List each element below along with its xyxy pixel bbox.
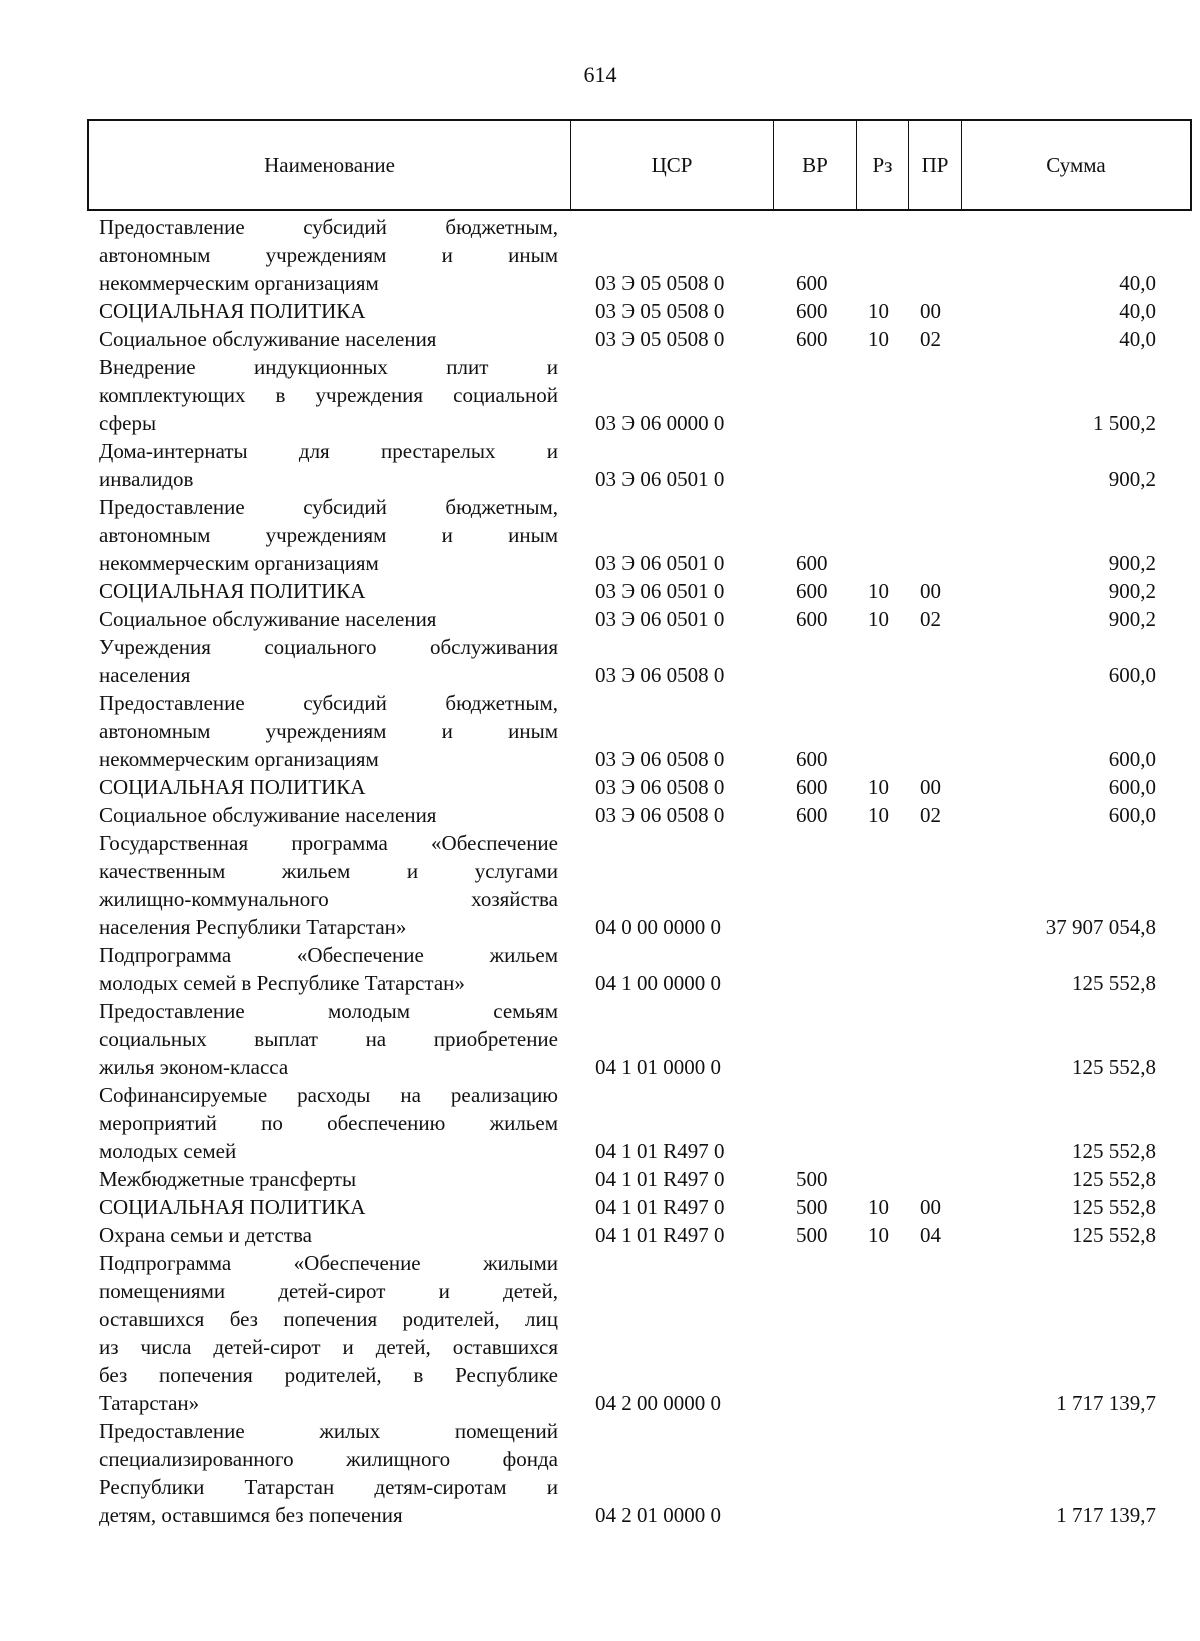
row-csr: 04 1 01 R497 0 (595, 1139, 725, 1163)
row-name (99, 1193, 558, 1221)
row-name (99, 1249, 558, 1417)
row-rz: 10 (868, 299, 889, 323)
row-csr: 04 1 01 R497 0 (595, 1195, 725, 1219)
row-csr: 03 Э 06 0501 0 (595, 551, 725, 575)
row-vr: 600 (796, 775, 828, 799)
row-name (99, 213, 558, 297)
row-name-line: комплектующих в учреждения социальной (99, 383, 558, 407)
row-name-line: жилищно-коммунального хозяйства (99, 887, 558, 911)
row-name-line: Охрана семьи и детства (99, 1223, 312, 1247)
row-csr: 04 1 01 0000 0 (595, 1055, 721, 1079)
row-sum: 125 552,8 (1072, 1167, 1156, 1191)
row-name-line: некоммерческим организациям (99, 551, 379, 575)
header-sum: Сумма (961, 121, 1190, 209)
table-row (0, 1081, 1200, 1165)
row-pr: 04 (920, 1223, 941, 1247)
row-vr: 600 (796, 803, 828, 827)
row-vr: 600 (796, 607, 828, 631)
row-name (99, 437, 558, 493)
row-csr: 03 Э 05 0508 0 (595, 327, 725, 351)
table-row (0, 1165, 1200, 1193)
row-name-line: специализированного жилищного фонда (99, 1447, 558, 1471)
row-name-line: населения (99, 663, 191, 687)
row-csr: 03 Э 06 0508 0 (595, 803, 725, 827)
row-csr: 04 2 00 0000 0 (595, 1391, 721, 1415)
row-name-line: Межбюджетные трансферты (99, 1167, 357, 1191)
row-csr: 03 Э 06 0508 0 (595, 663, 725, 687)
row-name-line: Предоставление молодым семьям (99, 999, 558, 1023)
table-row (0, 353, 1200, 437)
table-header (87, 119, 1192, 211)
row-name (99, 1165, 558, 1193)
row-name (99, 801, 558, 829)
row-name-line: населения Республики Татарстан» (99, 915, 407, 939)
row-csr: 04 1 01 R497 0 (595, 1223, 725, 1247)
row-name-line: Республики Татарстан детям-сиротам и (99, 1475, 558, 1499)
row-csr: 03 Э 06 0501 0 (595, 467, 725, 491)
row-pr: 02 (920, 607, 941, 631)
row-csr: 03 Э 06 0501 0 (595, 607, 725, 631)
row-rz: 10 (868, 1223, 889, 1247)
row-name-line: Предоставление субсидий бюджетным, (99, 215, 558, 239)
row-name-line: инвалидов (99, 467, 194, 491)
row-csr: 04 2 01 0000 0 (595, 1503, 721, 1527)
table-row (0, 633, 1200, 689)
row-vr: 600 (796, 579, 828, 603)
row-sum: 900,2 (1108, 579, 1156, 603)
row-name (99, 1417, 558, 1529)
row-name-line: жилья эконом-класса (99, 1055, 289, 1079)
row-pr: 02 (920, 803, 941, 827)
row-name (99, 941, 558, 997)
row-name-line: Социальное обслуживание населения (99, 803, 437, 827)
row-rz: 10 (868, 607, 889, 631)
row-name (99, 577, 558, 605)
row-name-line: молодых семей (99, 1139, 237, 1163)
row-name-line: Социальное обслуживание населения (99, 607, 437, 631)
row-rz: 10 (868, 1195, 889, 1219)
row-name (99, 1081, 558, 1165)
row-sum: 900,2 (1108, 551, 1156, 575)
row-name (99, 493, 558, 577)
row-vr: 500 (796, 1223, 828, 1247)
row-sum: 40,0 (1119, 271, 1156, 295)
row-name (99, 353, 558, 437)
row-name (99, 297, 558, 325)
table-row (0, 773, 1200, 801)
row-csr: 04 1 01 R497 0 (595, 1167, 725, 1191)
row-vr: 600 (796, 327, 828, 351)
row-name-line: СОЦИАЛЬНАЯ ПОЛИТИКА (99, 775, 366, 799)
row-pr: 00 (920, 1195, 941, 1219)
row-vr: 600 (796, 551, 828, 575)
row-name-line: Предоставление жилых помещений (99, 1419, 558, 1443)
row-sum: 600,0 (1108, 775, 1156, 799)
row-name-line: СОЦИАЛЬНАЯ ПОЛИТИКА (99, 579, 366, 603)
row-name (99, 325, 558, 353)
row-name-line: Подпрограмма «Обеспечение жильем (99, 943, 558, 967)
row-name-line: детям, оставшимся без попечения (99, 1503, 403, 1527)
row-csr: 03 Э 06 0508 0 (595, 775, 725, 799)
row-name-line: Татарстан» (99, 1391, 200, 1415)
row-name-line: Внедрение индукционных плит и (99, 355, 558, 379)
row-name-line: СОЦИАЛЬНАЯ ПОЛИТИКА (99, 299, 366, 323)
header-rz: Рз (856, 121, 908, 209)
row-vr: 600 (796, 271, 828, 295)
row-sum: 125 552,8 (1072, 1195, 1156, 1219)
table-row (0, 689, 1200, 773)
row-name-line: Подпрограмма «Обеспечение жилыми (99, 1251, 558, 1275)
table-row (0, 577, 1200, 605)
row-name-line: Учреждения социального обслуживания (99, 635, 558, 659)
row-name (99, 773, 558, 801)
table-row (0, 1193, 1200, 1221)
row-name-line: молодых семей в Республике Татарстан» (99, 971, 465, 995)
row-csr: 04 0 00 0000 0 (595, 915, 721, 939)
table-row (0, 493, 1200, 577)
table-row (0, 941, 1200, 997)
row-sum: 600,0 (1108, 803, 1156, 827)
row-pr: 00 (920, 775, 941, 799)
row-csr: 03 Э 06 0508 0 (595, 747, 725, 771)
row-pr: 00 (920, 299, 941, 323)
row-name-line: Дома-интернаты для престарелых и (99, 439, 558, 463)
row-rz: 10 (868, 327, 889, 351)
header-vr: ВР (773, 121, 856, 209)
table-row (0, 1417, 1200, 1529)
row-name-line: мероприятий по обеспечению жильем (99, 1111, 558, 1135)
row-name-line: Предоставление субсидий бюджетным, (99, 495, 558, 519)
row-sum: 40,0 (1119, 327, 1156, 351)
row-csr: 03 Э 05 0508 0 (595, 271, 725, 295)
row-name-line: автономным учреждениям и иным (99, 719, 558, 743)
row-sum: 600,0 (1108, 663, 1156, 687)
row-name-line: из числа детей-сирот и детей, оставшихся (99, 1335, 558, 1359)
row-name-line: оставшихся без попечения родителей, лиц (99, 1307, 558, 1331)
table-row (0, 297, 1200, 325)
row-name-line: СОЦИАЛЬНАЯ ПОЛИТИКА (99, 1195, 366, 1219)
table-row (0, 325, 1200, 353)
row-name-line: помещениями детей-сирот и детей, (99, 1279, 558, 1303)
row-name (99, 829, 558, 941)
row-sum: 1 717 139,7 (1056, 1391, 1156, 1415)
row-sum: 125 552,8 (1072, 1139, 1156, 1163)
row-csr: 03 Э 05 0508 0 (595, 299, 725, 323)
header-pr: ПР (908, 121, 961, 209)
row-name-line: социальных выплат на приобретение (99, 1027, 558, 1051)
row-name (99, 997, 558, 1081)
row-sum: 900,2 (1108, 467, 1156, 491)
row-sum: 37 907 054,8 (1045, 915, 1156, 939)
row-name-line: автономным учреждениям и иным (99, 523, 558, 547)
row-rz: 10 (868, 803, 889, 827)
row-sum: 1 717 139,7 (1056, 1503, 1156, 1527)
row-sum: 125 552,8 (1072, 1055, 1156, 1079)
row-sum: 900,2 (1108, 607, 1156, 631)
row-csr: 03 Э 06 0000 0 (595, 411, 725, 435)
table-row (0, 801, 1200, 829)
row-name (99, 605, 558, 633)
row-name-line: Социальное обслуживание населения (99, 327, 437, 351)
row-sum: 125 552,8 (1072, 971, 1156, 995)
row-sum: 125 552,8 (1072, 1223, 1156, 1247)
row-rz: 10 (868, 579, 889, 603)
row-name-line: Предоставление субсидий бюджетным, (99, 691, 558, 715)
row-vr: 500 (796, 1195, 828, 1219)
row-sum: 600,0 (1108, 747, 1156, 771)
row-name-line: качественным жильем и услугами (99, 859, 558, 883)
table-row (0, 1221, 1200, 1249)
row-vr: 600 (796, 299, 828, 323)
row-vr: 500 (796, 1167, 828, 1191)
header-csr: ЦСР (570, 121, 773, 209)
row-csr: 04 1 00 0000 0 (595, 971, 721, 995)
row-sum: 40,0 (1119, 299, 1156, 323)
page-number: 614 (583, 62, 617, 87)
row-name-line: некоммерческим организациям (99, 747, 379, 771)
row-name-line: без попечения родителей, в Республике (99, 1363, 558, 1387)
row-name (99, 1221, 558, 1249)
row-name (99, 633, 558, 689)
table-row (0, 1249, 1200, 1417)
table-row (0, 213, 1200, 297)
table-row (0, 829, 1200, 941)
row-csr: 03 Э 06 0501 0 (595, 579, 725, 603)
row-pr: 02 (920, 327, 941, 351)
row-sum: 1 500,2 (1093, 411, 1156, 435)
table-row (0, 997, 1200, 1081)
row-name-line: некоммерческим организациям (99, 271, 379, 295)
table-row (0, 605, 1200, 633)
row-rz: 10 (868, 775, 889, 799)
row-name (99, 689, 558, 773)
row-name-line: Софинансируемые расходы на реализацию (99, 1083, 558, 1107)
header-name: Наименование (264, 152, 395, 177)
row-pr: 00 (920, 579, 941, 603)
row-name-line: Государственная программа «Обеспечение (99, 831, 558, 855)
table-row (0, 437, 1200, 493)
row-name-line: сферы (99, 411, 157, 435)
row-name-line: автономным учреждениям и иным (99, 243, 558, 267)
row-vr: 600 (796, 747, 828, 771)
